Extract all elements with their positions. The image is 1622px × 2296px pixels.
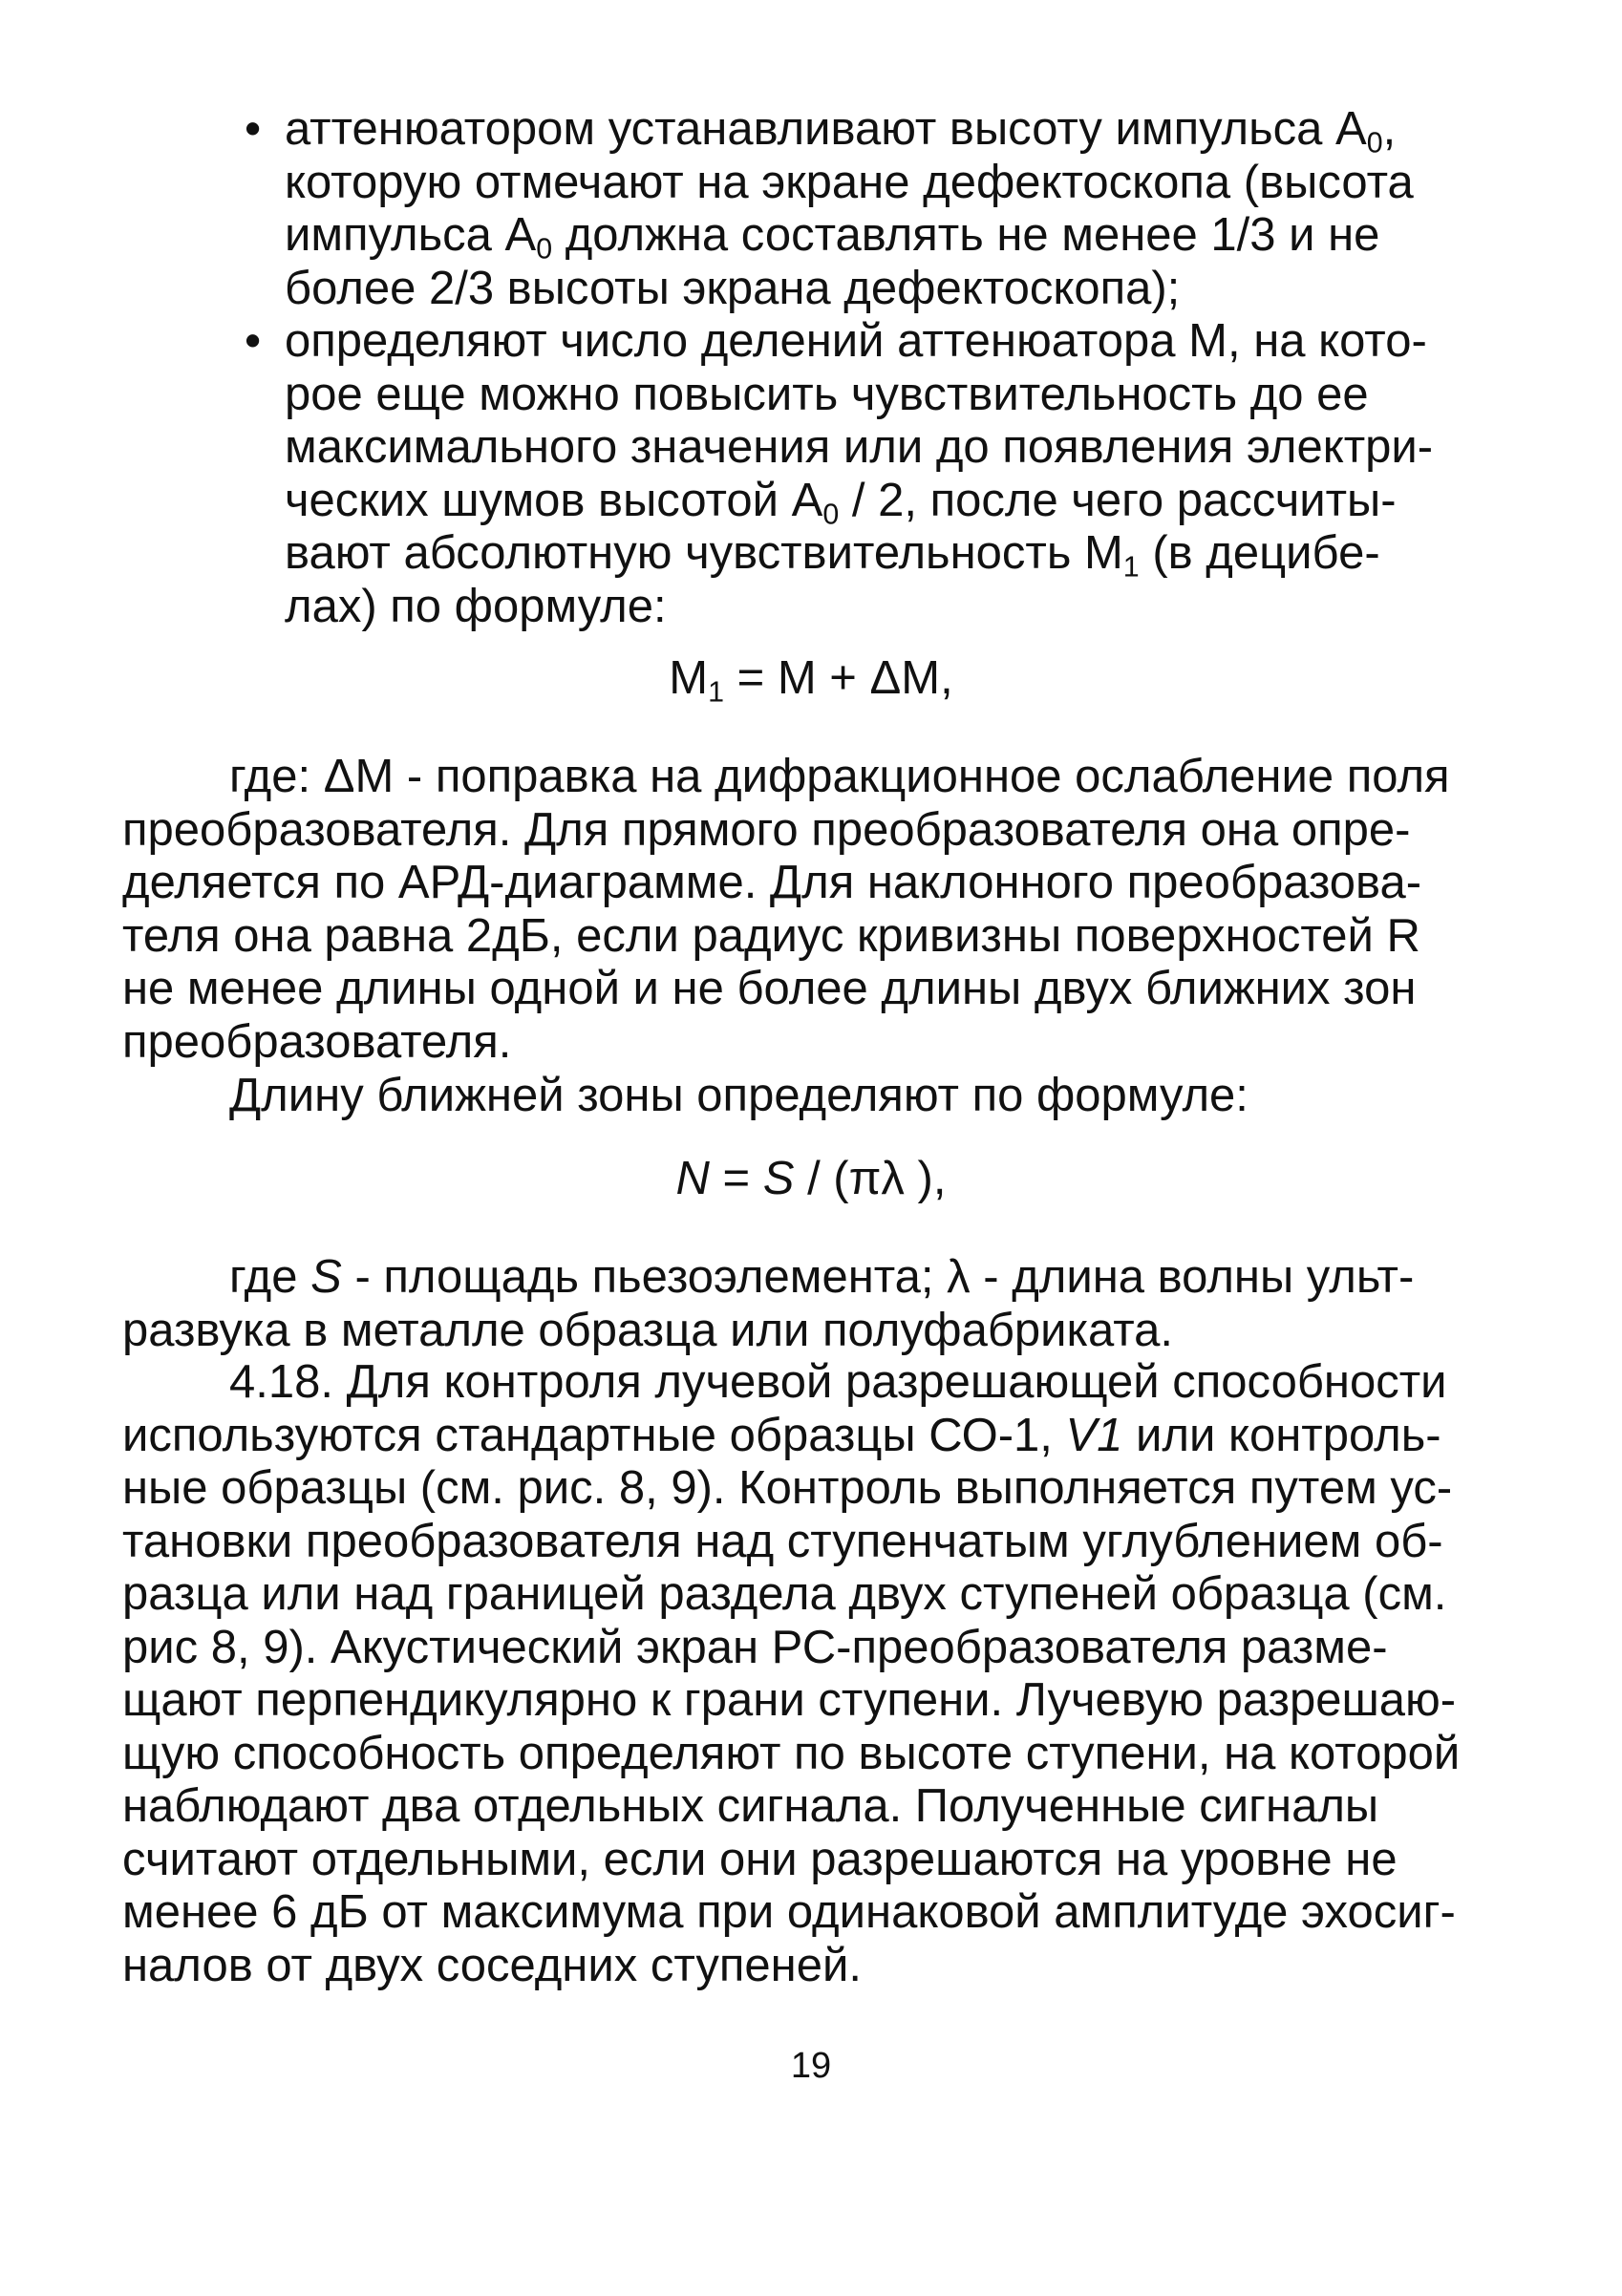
text-line: щают перпендикулярно к грани ступени. Лучевую разрешаю-	[122, 1674, 1457, 1726]
bullet-item-1	[245, 103, 1414, 315]
page-number: 19	[790, 2046, 832, 2086]
text-line: которую отмечают на экране дефектоскопа (высота	[285, 156, 1414, 208]
text-line: развука в металле образца или полуфабриката.	[122, 1304, 1173, 1356]
bullet-marker: •	[245, 315, 262, 367]
text-line: не менее длины одной и не более длины двух ближних зон	[122, 963, 1417, 1014]
text-line: определяют число делений аттенюатора М, на кото-	[285, 315, 1427, 367]
text-line: преобразователя. Для прямого преобразователя она опре-	[122, 803, 1411, 856]
text-line: тановки преобразователя над ступенчатым углублением об-	[122, 1515, 1443, 1567]
text-line: Длину ближней зоны определяют по формуле:	[229, 1070, 1249, 1121]
text-line: считают отдельными, если они разрешаются на уровне не	[122, 1833, 1398, 1885]
text-line: щую способность определяют по высоте ступени, на которой	[122, 1727, 1461, 1779]
paragraph-definitions	[122, 1251, 1415, 1357]
text-line: максимального значения или до появления электри-	[285, 421, 1434, 473]
paragraph-near-zone	[122, 1070, 1355, 1123]
bullet-marker: •	[245, 103, 262, 155]
text-line: лах) по формуле:	[285, 580, 667, 632]
text-line: ные образцы (см. рис. 8, 9). Контроль выполняется путем ус-	[122, 1462, 1453, 1514]
text-line: где S - площадь пьезоэлемента; λ - длина волны ульт-	[229, 1251, 1415, 1303]
text-line: вают абсолютную чувствительность $М_1$ (в децибе-	[285, 527, 1380, 584]
text-line: наблюдают два отдельных сигнала. Полученные сигналы	[122, 1780, 1379, 1832]
formula-near-zone: N = S / (πλ ),	[675, 1153, 947, 1204]
text-line: преобразователя.	[122, 1015, 512, 1068]
text-line: налов от двух соседних ступеней.	[122, 1939, 862, 1991]
formula-sensitivity: $М_1 = М + \Delta М$,	[669, 652, 953, 709]
paragraph-correction	[122, 751, 1450, 1069]
bullet-list	[245, 103, 1434, 633]
text-line: менее 6 дБ от максимума при одинаковой амплитуде эхосиг-	[122, 1886, 1456, 1938]
text-line: 4.18. Для контроля лучевой разрешающей способности	[229, 1356, 1447, 1408]
bullet-item-2	[245, 315, 1434, 633]
text-line: разца или над границей раздела двух ступеней образца (см.	[122, 1568, 1447, 1620]
text-line: ческих шумов высотой $А_0 / 2$, после чего рассчиты-	[285, 474, 1397, 530]
text-line: более 2/3 высоты экрана дефектоскопа);	[285, 262, 1181, 314]
text-line: рое еще можно повысить чувствительность до ее	[285, 368, 1369, 420]
text-line: импульса $А_0$ должна составлять не менее 1/3 и не	[285, 209, 1380, 266]
text-line: аттенюатором устанавливают высоту импульса $А_0$,	[285, 103, 1397, 159]
text-line: используются стандартные образцы СО-1, V1 или контроль-	[122, 1409, 1441, 1461]
text-line: теля она равна 2дБ, если радиус кривизны поверхностей R	[122, 909, 1420, 962]
text-line: рис 8, 9). Акустический экран РС-преобразователя разме-	[122, 1621, 1388, 1673]
paragraph-section-4-18	[122, 1356, 1461, 1992]
text-line: деляется по АРД-диаграмме. Для наклонного преобразова-	[122, 857, 1422, 908]
text-line: где: ΔМ - поправка на дифракционное ослабление поля	[229, 751, 1450, 802]
